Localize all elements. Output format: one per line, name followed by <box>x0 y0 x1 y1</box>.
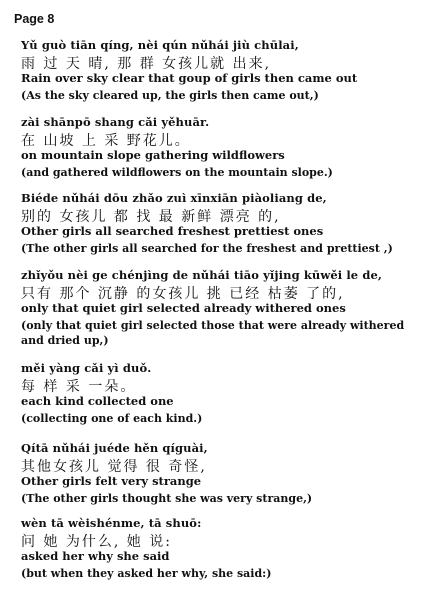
pinyin-line: Yǔ guò tiān qíng, nèi qún nǔhái jiù chūlai, <box>21 38 299 52</box>
pinyin-line: zài shānpō shang cǎi yěhuār. <box>21 115 210 129</box>
stanza-5 <box>21 363 417 426</box>
stanza-4 <box>21 268 417 347</box>
translation-line: (only that quiet girl selected those that were already withered and dried up,) <box>21 319 405 347</box>
english-gloss-line: on mountain slope gathering wildflowers <box>21 148 285 162</box>
translation-line: (but when they asked her why, she said:) <box>21 567 272 580</box>
stanza-2 <box>21 117 417 180</box>
pinyin-line: měi yàng cǎi yì duǒ. <box>21 361 152 375</box>
translation-line: (The other girls thought she was very strange,) <box>21 492 313 505</box>
chinese-line: 雨 过 天 晴, 那 群 女孩儿就 出来, <box>21 56 272 72</box>
translation-line: (and gathered wildflowers on the mountain slope.) <box>21 166 333 179</box>
pinyin-line: Biéde nǔhái dōu zhǎo zuì xīnxiān piàoliang de, <box>21 191 327 205</box>
english-gloss-line: each kind collected one <box>21 394 174 408</box>
english-gloss-line: asked her why she said <box>21 549 170 563</box>
translation-line: (collecting one of each kind.) <box>21 412 203 425</box>
pinyin-line: zhǐyǒu nèi ge chénjìng de nǔhái tiāo yǐjing kūwěi le de, <box>21 268 382 282</box>
pinyin-line: wèn tā wèishénme, tā shuō: <box>21 516 202 530</box>
chinese-line: 别的 女孩儿 都 找 最 新鲜 漂亮 的, <box>21 209 281 225</box>
page-number: Page 8 <box>14 12 55 26</box>
chinese-line: 只有 那个 沉静 的女孩儿 挑 已经 枯萎 了的, <box>21 286 345 302</box>
pinyin-line: Qítā nǔhái juéde hěn qíguài, <box>21 441 208 455</box>
chinese-line: 问 她 为什么, 她 说: <box>21 534 172 550</box>
english-gloss-line: Rain over sky clear that goup of girls then came out <box>21 71 358 85</box>
translation-line: (The other girls all searched for the freshest and prettiest ,) <box>21 242 393 255</box>
stanza-1 <box>21 40 417 103</box>
chinese-line: 在 山坡 上 采 野花儿。 <box>21 133 191 149</box>
stanza-7 <box>21 518 417 581</box>
chinese-line: 其他女孩儿 觉得 很 奇怪, <box>21 459 207 475</box>
english-gloss-line: only that quiet girl selected already withered ones <box>21 301 346 315</box>
stanza-3 <box>21 193 417 256</box>
translation-line: (As the sky cleared up, the girls then came out,) <box>21 89 319 102</box>
stanza-6 <box>21 443 417 506</box>
english-gloss-line: Other girls felt very strange <box>21 474 202 488</box>
english-gloss-line: Other girls all searched freshest prettiest ones <box>21 224 324 238</box>
chinese-line: 每 样 采 一朵。 <box>21 379 137 395</box>
